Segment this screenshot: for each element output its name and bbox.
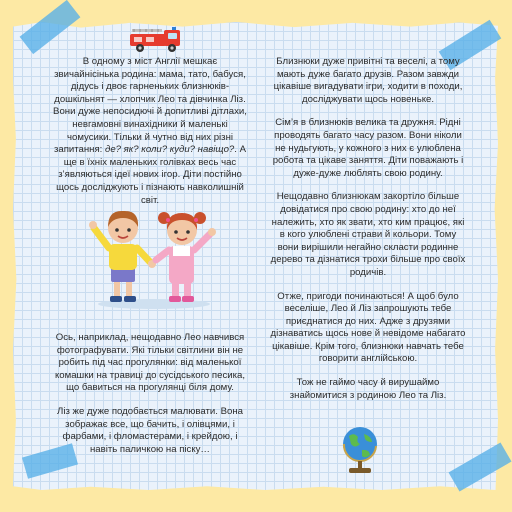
paragraph-family: Сім’я в близнюків велика та дружня. Рідні проводять багато часу разом. Вони ніколи не нудьгують, у кожного з них є улюблена робота та цікаве заняття. Діти поважають і дуже-дуже люблять свою родину. <box>272 117 464 179</box>
intro-text-b: . А ще в їхніх маленьких голівках весь час з’являються ідеї нових ігор. Діти постійно щось досліджують і пізнають навколишній світ. <box>56 144 247 206</box>
twins-illustration <box>84 200 224 312</box>
right-column <box>268 56 468 413</box>
paragraph-friends: Близнюки дуже привітні та веселі, а тому мають дуже багато друзів. Разом завжди цікавіше вигадувати ігри, ходити в походи, досліджувати щось новеньке. <box>273 56 463 105</box>
paragraph-leo-photo: Ось, наприклад, нещодавно Лео навчився фотографувати. Які тільки світлини він не робить під час прогулянки: від маленької комашки на травиці до сусідського песика, що бавиться на прогулянці біля дому. <box>54 332 246 394</box>
girl-liz-illustration <box>156 212 216 302</box>
paragraph-closing: Тож не гаймо часу й вирушаймо знайомитися з родиною Лео та Ліз. <box>289 377 447 401</box>
paragraph-intro <box>50 56 250 207</box>
intro-questions: де? як? коли? куди? навіщо? <box>105 144 235 156</box>
fire-truck-icon <box>128 26 184 54</box>
paragraph-adventure: Отже, пригоди починаються! А щоб було веселіше, Лео й Ліз запрошують тебе приєднатися до них. Адже з друзями дізнаватись щось нове й невідоме набагато цікавіше. Крім того, близнюки навчать тебе говорити англійською. <box>270 290 466 365</box>
intro-text-a: В одному з міст Англії мешкає звичайнісінька родина: мама, тато, бабуся, дідусь і двоє гарненьких близнюків-дошкільнят — хлопчик Лео та дівчинка Ліз. Вони дуже непосидючі й допитливі дітлахи, невгамовні винахідники й маленькі чомусики. Тільки й чутно від них різні запитання: <box>53 56 247 156</box>
globe-icon <box>336 422 384 478</box>
boy-leo-illustration <box>89 211 156 302</box>
paragraph-liz-draw: Ліз же дуже подобається малювати. Вона зображає все, що бачить, і олівцями, і фарбами, і фломастерами, і крейдою, і навіть паличкою на піску… <box>57 406 243 455</box>
paragraph-family-tree: Нещодавно близнюкам закортіло більше довідатися про свою родину: хто до неї належить, хто як звати, хто ким працює, які в кого улюблені страви й кольори. Тому вони вирішили негайно скласти родинне дерево та дізнатися трохи більше про своїх родичів. <box>270 191 466 278</box>
left-column <box>50 56 250 455</box>
